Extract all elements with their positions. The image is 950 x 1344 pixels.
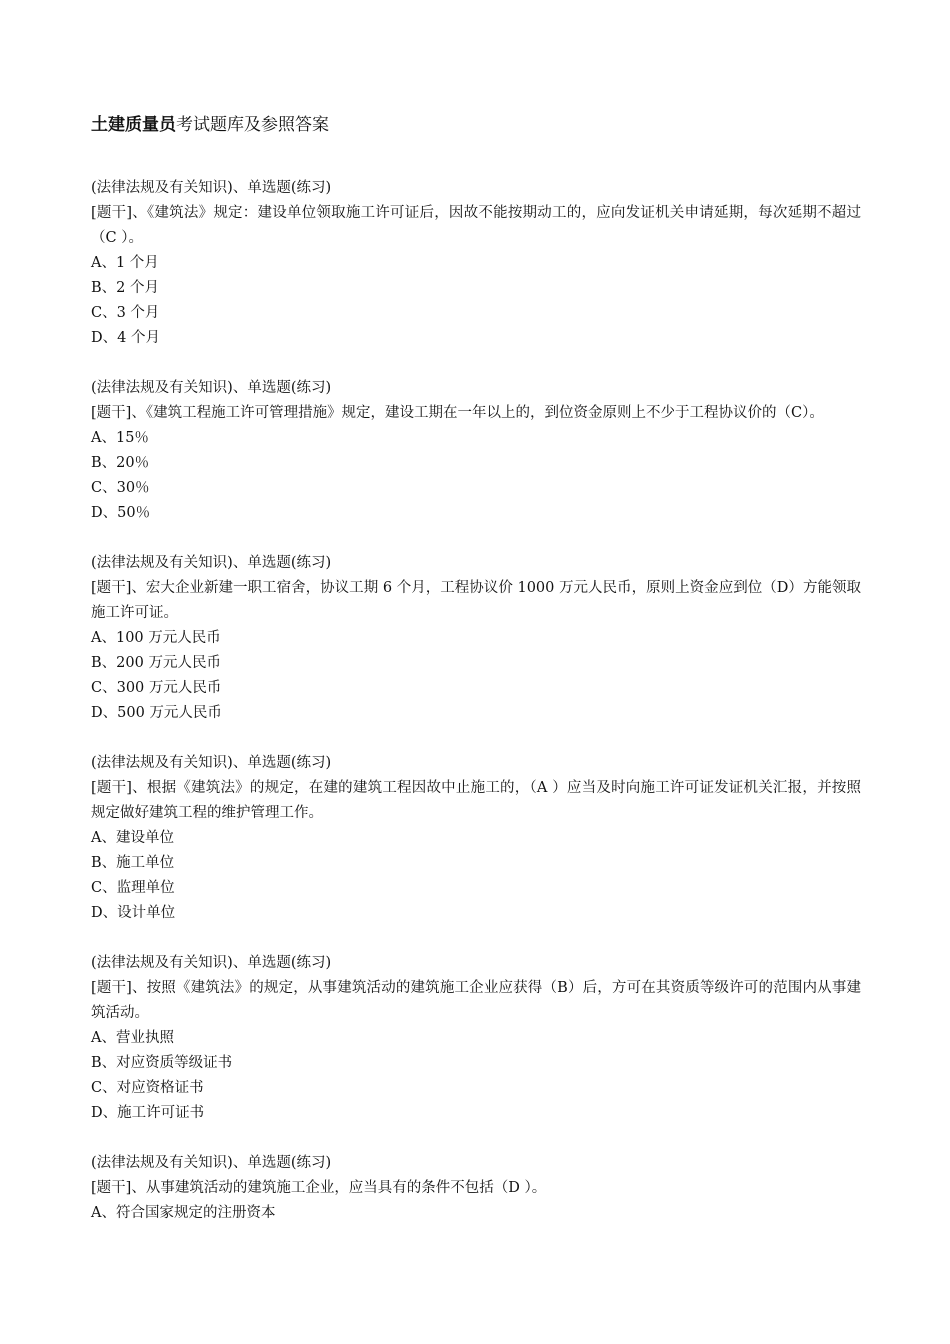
question-option-d: D、设计单位 xyxy=(91,905,176,921)
question-block xyxy=(91,551,861,726)
document-title xyxy=(91,113,329,137)
question-option-a: A、100 万元人民币 xyxy=(91,630,221,646)
question-option-b: B、2 个月 xyxy=(91,280,159,296)
question-category: (法律法规及有关知识)、单选题(练习) xyxy=(91,955,332,971)
question-option-a: A、营业执照 xyxy=(91,1030,174,1046)
question-stem: [题干]、《建筑工程施工许可管理措施》规定，建设工期在一年以上的，到位资金原则上不少于工程协议价的（C）。 xyxy=(91,405,824,421)
question-option-b: B、对应资质等级证书 xyxy=(91,1055,233,1071)
question-category: (法律法规及有关知识)、单选题(练习) xyxy=(91,555,332,571)
question-option-c: C、30％ xyxy=(91,480,150,496)
question-option-a: A、1 个月 xyxy=(91,255,159,271)
question-category: (法律法规及有关知识)、单选题(练习) xyxy=(91,180,332,196)
question-list xyxy=(91,176,861,1251)
question-option-d: D、50％ xyxy=(91,505,151,521)
question-option-c: C、监理单位 xyxy=(91,880,175,896)
question-block xyxy=(91,751,861,926)
question-category: (法律法规及有关知识)、单选题(练习) xyxy=(91,1155,332,1171)
question-block xyxy=(91,951,861,1126)
question-option-c: C、3 个月 xyxy=(91,305,160,321)
question-option-d: D、施工许可证书 xyxy=(91,1105,205,1121)
question-category: (法律法规及有关知识)、单选题(练习) xyxy=(91,380,332,396)
question-option-c: C、对应资格证书 xyxy=(91,1080,204,1096)
question-stem: [题干]、根据《建筑法》的规定，在建的建筑工程因故中止施工的，（A ）应当及时向施工许可证发证机关汇报，并按照规定做好建筑工程的维护管理工作。 xyxy=(91,780,861,821)
question-option-a: A、符合国家规定的注册资本 xyxy=(91,1205,276,1221)
question-stem: [题干]、按照《建筑法》的规定，从事建筑活动的建筑施工企业应获得（B）后，方可在其资质等级许可的范围内从事建筑活动。 xyxy=(91,980,861,1021)
question-category: (法律法规及有关知识)、单选题(练习) xyxy=(91,755,332,771)
question-option-a: A、建设单位 xyxy=(91,830,174,846)
question-option-d: D、4 个月 xyxy=(91,330,160,346)
question-option-b: B、200 万元人民币 xyxy=(91,655,221,671)
question-option-a: A、15％ xyxy=(91,430,149,446)
document-title-rest: 考试题库及参照答案 xyxy=(176,115,329,135)
question-option-d: D、500 万元人民币 xyxy=(91,705,222,721)
question-stem: [题干]、《建筑法》规定：建设单位领取施工许可证后，因故不能按期动工的，应向发证机关申请延期，每次延期不超过（C ）。 xyxy=(91,205,861,246)
question-option-c: C、300 万元人民币 xyxy=(91,680,222,696)
question-stem: [题干]、宏大企业新建一职工宿舍，协议工期 6 个月，工程协议价 1000 万元人民币，原则上资金应到位（D）方能领取施工许可证。 xyxy=(91,580,861,621)
document-title-bold: 土建质量员 xyxy=(91,115,176,135)
question-block xyxy=(91,1151,861,1226)
question-block xyxy=(91,376,861,526)
question-block xyxy=(91,176,861,351)
question-option-b: B、20％ xyxy=(91,455,150,471)
question-stem: [题干]、从事建筑活动的建筑施工企业，应当具有的条件不包括（D ）。 xyxy=(91,1180,547,1196)
question-option-b: B、施工单位 xyxy=(91,855,175,871)
